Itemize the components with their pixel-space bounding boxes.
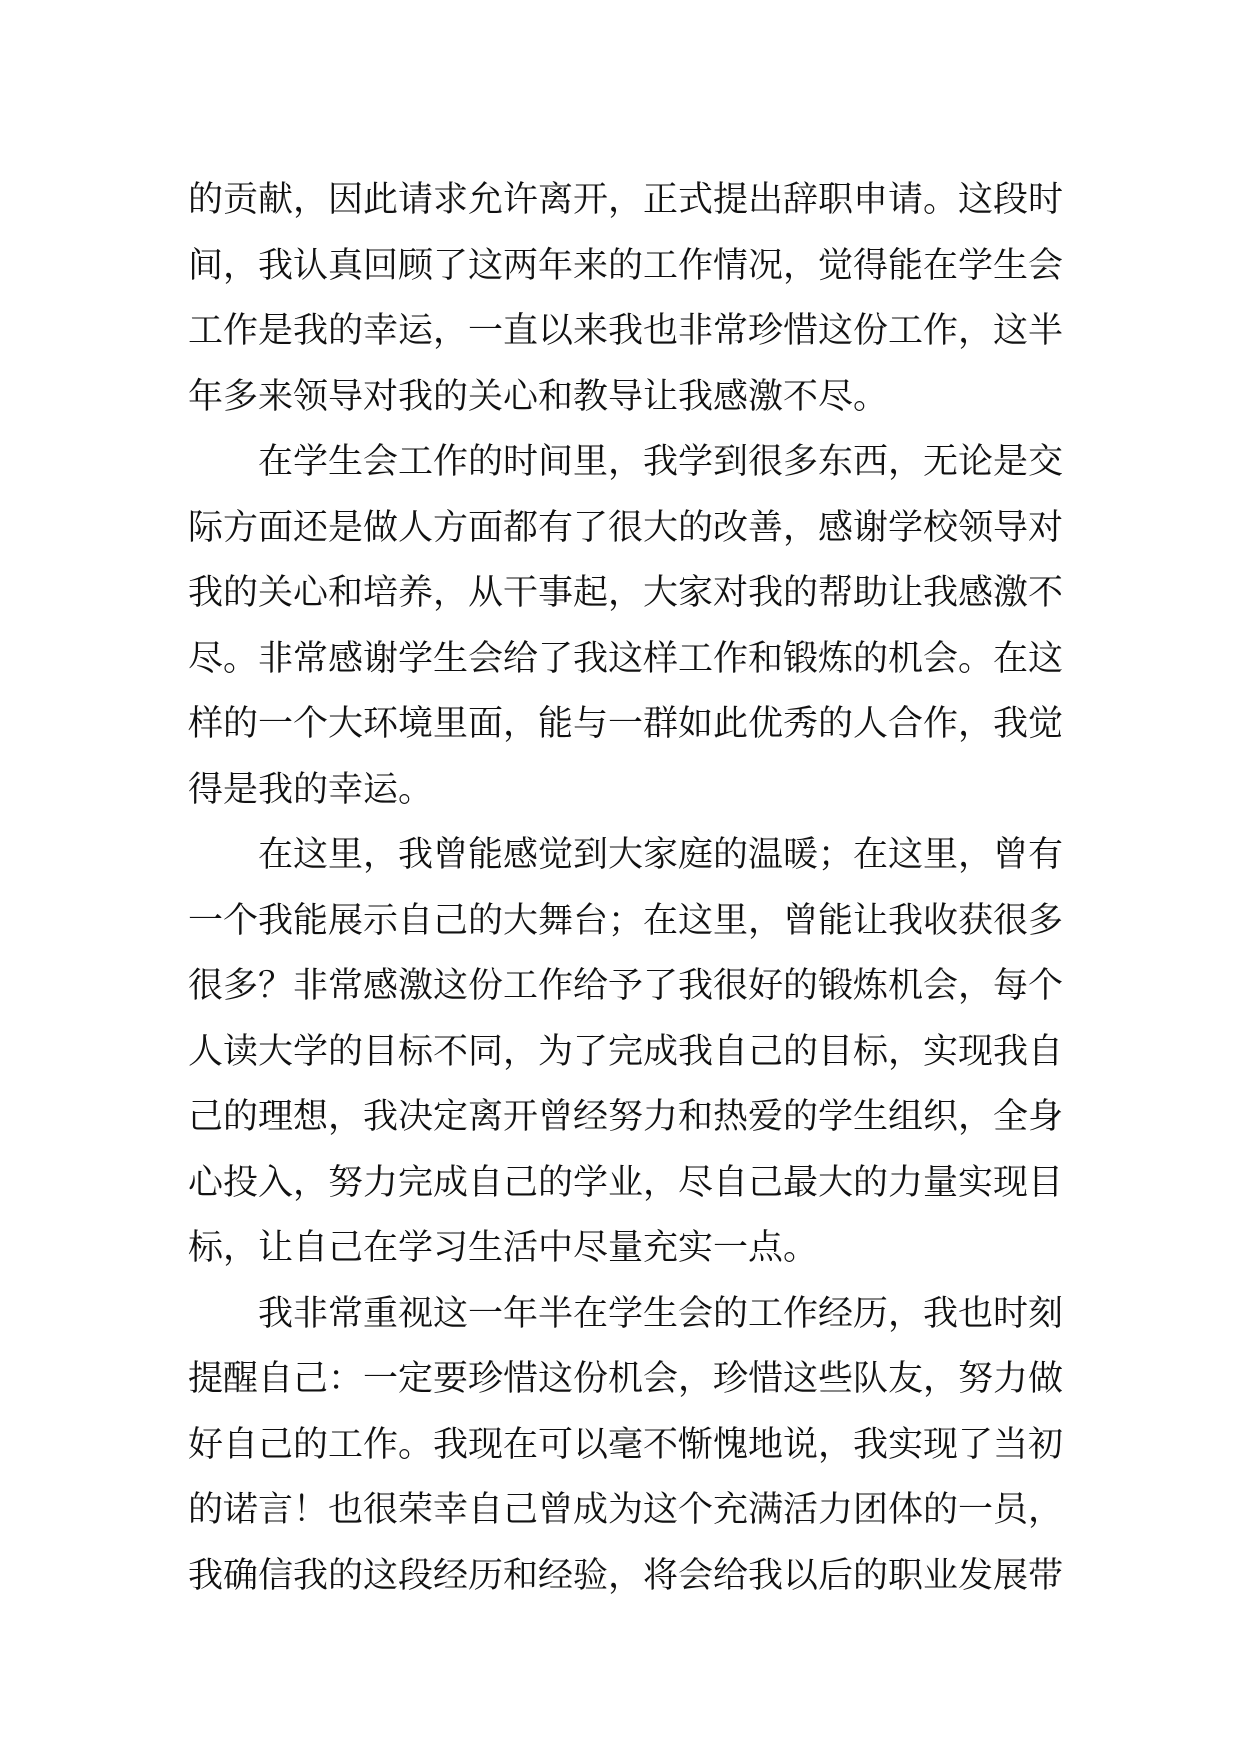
text-line: 年多来领导对我的关心和教导让我感激不尽。 bbox=[188, 376, 889, 417]
paragraph-start-line: 我非常重视这一年半在学生会的工作经历，我也时刻 bbox=[258, 1293, 1064, 1334]
text-line: 标，让自己在学习生活中尽量充实一点。 bbox=[188, 1228, 819, 1268]
paragraph-start-line: 在学生会工作的时间里，我学到很多东西，无论是交 bbox=[258, 442, 1064, 482]
text-line: 样的一个大环境里面，能与一群如此优秀的人合作，我觉 bbox=[188, 704, 1064, 744]
text-line: 好自己的工作。我现在可以毫不惭愧地说，我实现了当初 bbox=[188, 1424, 1064, 1465]
text-line: 的贡献，因此请求允许离开，正式提出辞职申请。这段时 bbox=[188, 180, 1064, 220]
text-line: 间，我认真回顾了这两年来的工作情况，觉得能在学生会 bbox=[188, 245, 1064, 286]
text-line: 一个我能展示自己的大舞台；在这里，曾能让我收获很多 bbox=[188, 900, 1064, 941]
text-line: 人读大学的目标不同，为了完成我自己的目标，实现我自 bbox=[188, 1031, 1064, 1072]
text-line: 很多？非常感激这份工作给予了我很好的锻炼机会，每个 bbox=[188, 966, 1064, 1006]
text-line: 的诺言！也很荣幸自己曾成为这个充满活力团体的一员， bbox=[188, 1490, 1064, 1530]
paragraph-start-line: 在这里，我曾能感觉到大家庭的温暖；在这里，曾有 bbox=[258, 835, 1064, 875]
text-line: 尽。非常感谢学生会给了我这样工作和锻炼的机会。在这 bbox=[188, 638, 1064, 679]
text-line: 己的理想，我决定离开曾经努力和热爱的学生组织，全身 bbox=[188, 1097, 1064, 1137]
text-line: 工作是我的幸运，一直以来我也非常珍惜这份工作，这半 bbox=[188, 311, 1064, 351]
body-text bbox=[188, 168, 1064, 1609]
text-line: 我的关心和培养，从干事起，大家对我的帮助让我感激不 bbox=[188, 573, 1064, 613]
text-line: 际方面还是做人方面都有了很大的改善，感谢学校领导对 bbox=[188, 507, 1064, 548]
text-line: 心投入，努力完成自己的学业，尽自己最大的力量实现目 bbox=[188, 1162, 1064, 1203]
text-line: 提醒自己：一定要珍惜这份机会，珍惜这些队友，努力做 bbox=[188, 1359, 1064, 1399]
text-line: 得是我的幸运。 bbox=[188, 769, 434, 810]
text-line: 我确信我的这段经历和经验，将会给我以后的职业发展带 bbox=[188, 1555, 1064, 1596]
